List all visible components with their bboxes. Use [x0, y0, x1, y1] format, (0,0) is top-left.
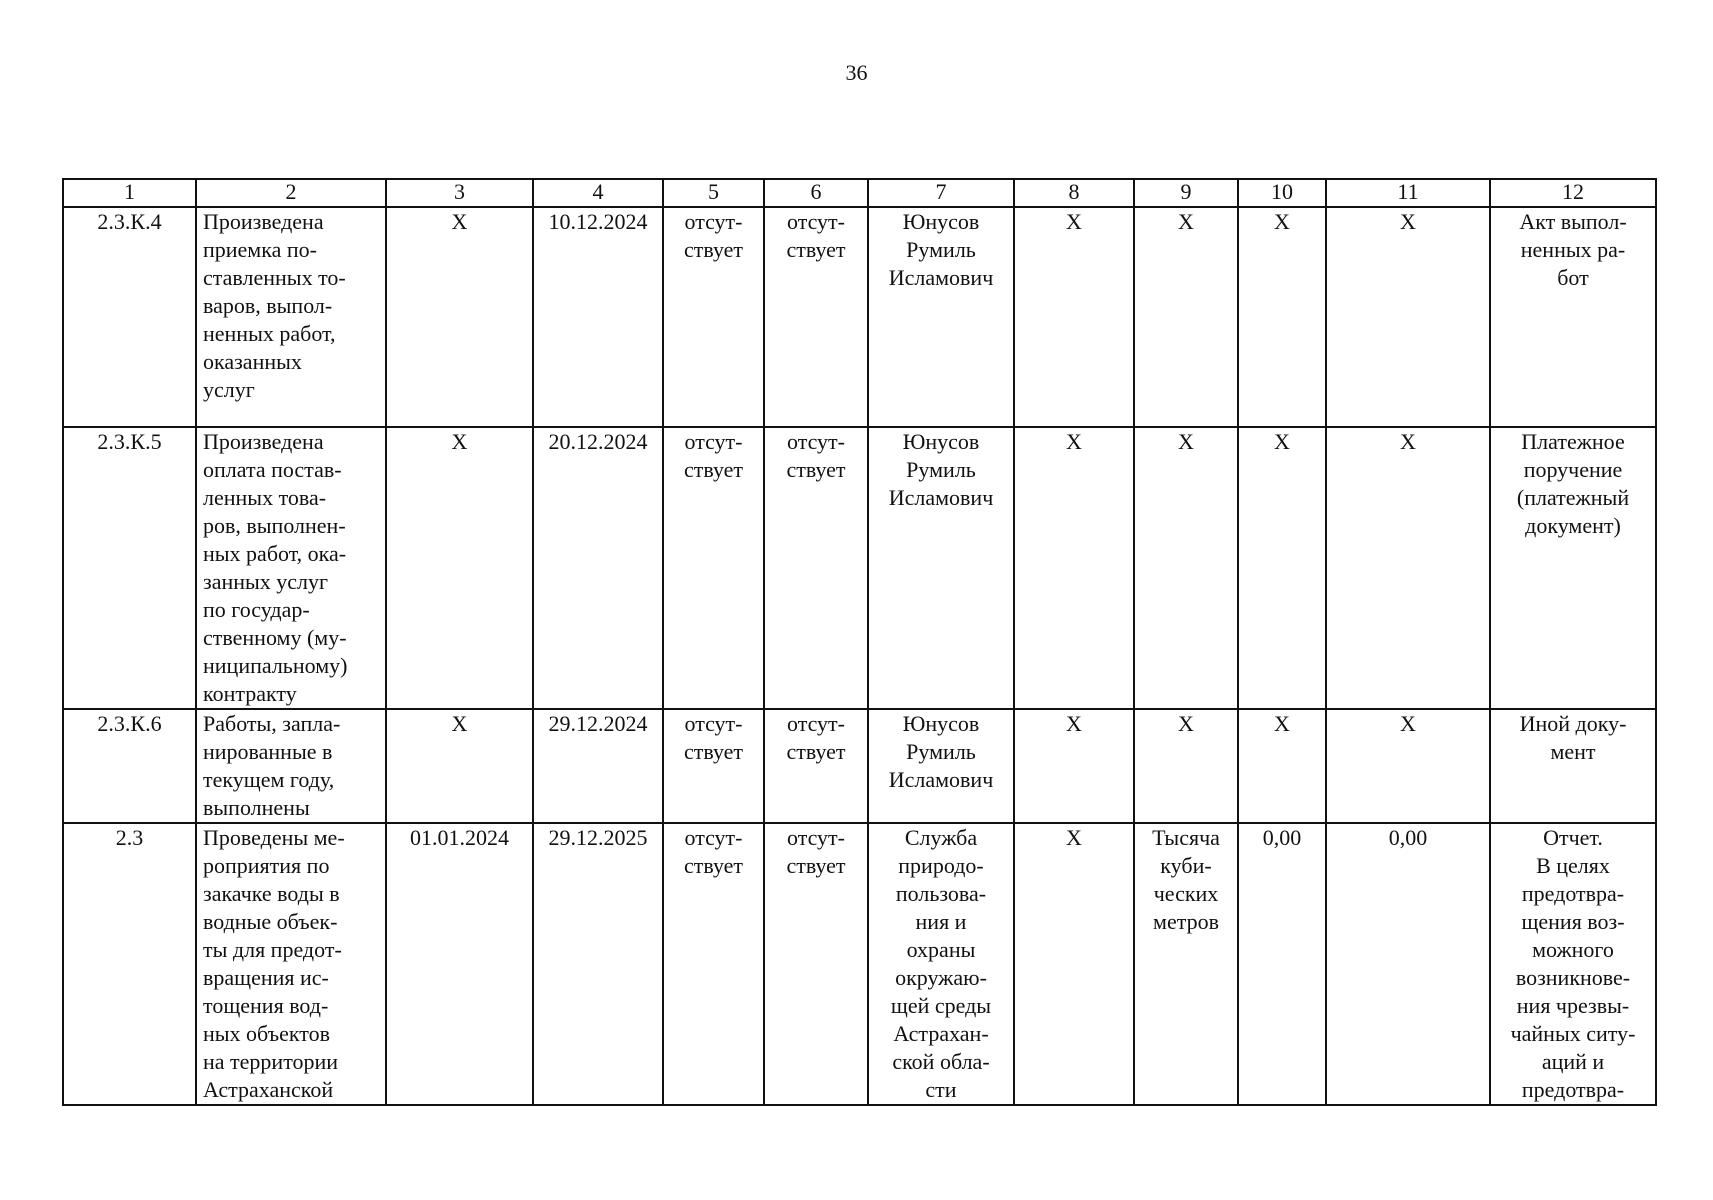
document-type: Отчет. В целях предотвра- щения воз- можного возникнове- ния чрезвы- чайных ситу- аций и предотвра- [1490, 823, 1656, 1105]
start-date: Х [386, 709, 533, 823]
value-col11: Х [1326, 427, 1490, 709]
column-number: 6 [764, 179, 868, 207]
start-date: Х [386, 427, 533, 709]
event-description: Произведена приемка по- ставленных то- варов, выпол- ненных работ, оказанных услуг [196, 207, 386, 427]
document-type: Акт выпол- ненных ра- бот [1490, 207, 1656, 427]
value-col10: Х [1238, 207, 1326, 427]
column-number: 9 [1134, 179, 1238, 207]
table-row [63, 207, 1656, 427]
column-number: 7 [868, 179, 1014, 207]
cell-col8: Х [1014, 207, 1134, 427]
document-type: Платежное поручение (платежный документ) [1490, 427, 1656, 709]
table-row [63, 709, 1656, 823]
row-code: 2.3.К.6 [63, 709, 196, 823]
responsible: Юнусов Румиль Исламович [868, 709, 1014, 823]
start-date: 01.01.2024 [386, 823, 533, 1105]
document-type: Иной доку- мент [1490, 709, 1656, 823]
responsible: Юнусов Румиль Исламович [868, 427, 1014, 709]
table-row [63, 823, 1656, 1105]
end-date: 10.12.2024 [533, 207, 663, 427]
value-col10: 0,00 [1238, 823, 1326, 1105]
cell-col6: отсут- ствует [764, 207, 868, 427]
end-date: 29.12.2024 [533, 709, 663, 823]
event-description: Проведены ме- роприятия по закачке воды в водные объек- ты для предот- вращения ис- тощения вод- ных объектов на территории Астраханской [196, 823, 386, 1105]
report-table [62, 178, 1657, 1106]
row-code: 2.3.К.4 [63, 207, 196, 427]
column-number: 5 [663, 179, 764, 207]
cell-col6: отсут- ствует [764, 709, 868, 823]
unit: Х [1134, 207, 1238, 427]
unit: Тысяча куби- ческих метров [1134, 823, 1238, 1105]
cell-col5: отсут- ствует [663, 207, 764, 427]
value-col11: Х [1326, 207, 1490, 427]
row-code: 2.3.К.5 [63, 427, 196, 709]
end-date: 20.12.2024 [533, 427, 663, 709]
cell-col8: Х [1014, 709, 1134, 823]
column-number: 11 [1326, 179, 1490, 207]
page-number: 36 [845, 60, 868, 85]
cell-col5: отсут- ствует [663, 427, 764, 709]
column-number-row [63, 179, 1656, 207]
cell-col8: Х [1014, 427, 1134, 709]
column-number: 12 [1490, 179, 1656, 207]
column-number: 1 [63, 179, 196, 207]
end-date: 29.12.2025 [533, 823, 663, 1105]
event-description: Работы, запла- нированные в текущем году, выполнены [196, 709, 386, 823]
responsible: Служба природо- пользова- ния и охраны окружаю- щей среды Астрахан- ской обла- сти [868, 823, 1014, 1105]
start-date: Х [386, 207, 533, 427]
row-code: 2.3 [63, 823, 196, 1105]
cell-col5: отсут- ствует [663, 823, 764, 1105]
column-number: 4 [533, 179, 663, 207]
value-col10: Х [1238, 427, 1326, 709]
value-col11: Х [1326, 709, 1490, 823]
cell-col8: Х [1014, 823, 1134, 1105]
value-col11: 0,00 [1326, 823, 1490, 1105]
cell-col6: отсут- ствует [764, 823, 868, 1105]
event-description: Произведена оплата постав- ленных това- ров, выполнен- ных работ, ока- занных услуг по государ- ственному (му- ниципальному) контракту [196, 427, 386, 709]
column-number: 3 [386, 179, 533, 207]
unit: Х [1134, 709, 1238, 823]
responsible: Юнусов Румиль Исламович [868, 207, 1014, 427]
cell-col6: отсут- ствует [764, 427, 868, 709]
value-col10: Х [1238, 709, 1326, 823]
column-number: 10 [1238, 179, 1326, 207]
column-number: 8 [1014, 179, 1134, 207]
table-row [63, 427, 1656, 709]
column-number: 2 [196, 179, 386, 207]
cell-col5: отсут- ствует [663, 709, 764, 823]
unit: Х [1134, 427, 1238, 709]
